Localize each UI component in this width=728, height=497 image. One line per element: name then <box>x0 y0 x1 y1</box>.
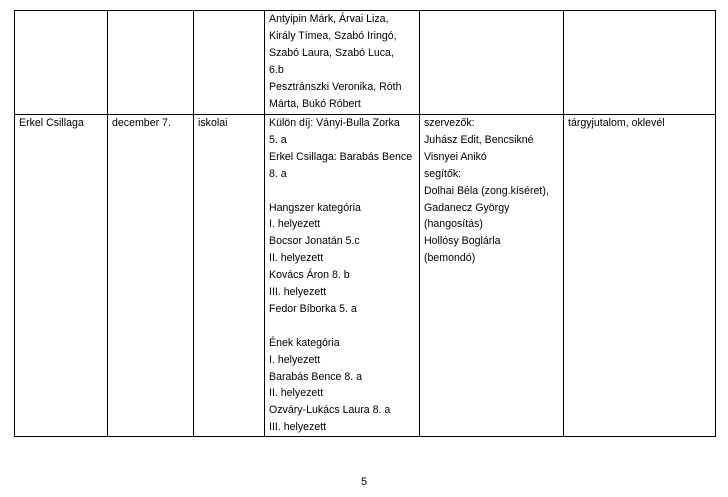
result-line: 8. a <box>269 167 287 180</box>
cell-date <box>108 115 194 437</box>
organizer-line: szervezők: <box>424 117 475 129</box>
cell-prize <box>564 115 716 437</box>
result-line: III. helyezett <box>269 286 327 299</box>
organizer-line: (hangosítás) <box>424 218 483 231</box>
table-row-continued <box>15 11 716 115</box>
cell-date-empty <box>108 11 194 115</box>
result-line: I. helyezett <box>269 218 321 231</box>
prize-text: tárgyjutalom, oklevél <box>568 117 665 129</box>
event-name: Erkel Csillaga <box>19 117 84 129</box>
organizer-line: Dolhai Béla (zong.kíséret), <box>424 184 549 197</box>
result-line: 5. a <box>269 133 287 146</box>
result-line: III. helyezett <box>269 421 327 434</box>
cell-level-empty <box>194 11 265 115</box>
organizer-line: (bemondó) <box>424 252 476 265</box>
blank-line <box>269 183 415 200</box>
organizer-line: Gadanecz György <box>424 201 510 214</box>
table-row-erkel-csillaga <box>15 115 716 437</box>
participants-line: Antyipin Márk, Árvai Liza, <box>269 13 389 25</box>
cell-prize-empty <box>564 11 716 115</box>
cell-participants <box>265 11 420 115</box>
event-date: december 7. <box>112 117 171 129</box>
result-line: II. helyezett <box>269 252 324 265</box>
organizer-line: segítők: <box>424 167 462 180</box>
organizer-line: Juhász Edit, Bencsikné <box>424 133 534 146</box>
result-line: Hangszer kategória <box>269 201 361 214</box>
result-line: Ozváry-Lukács Laura 8. a <box>269 404 391 417</box>
cell-event-empty <box>15 11 108 115</box>
participants-line: Pesztránszki Veronika, Róth <box>269 80 402 93</box>
result-line: Kovács Áron 8. b <box>269 269 350 282</box>
blank-line <box>269 318 415 335</box>
result-line: Erkel Csillaga: Barabás Bence <box>269 150 413 163</box>
cell-organizers-empty <box>420 11 564 115</box>
cell-organizers <box>420 115 564 437</box>
result-line: Fedor Bíborka 5. a <box>269 302 357 315</box>
cell-level <box>194 115 265 437</box>
participants-line: 6.b <box>269 63 284 76</box>
results-table <box>14 10 716 437</box>
result-line: Ének kategória <box>269 336 340 349</box>
result-line: Külön díj: Ványi-Bulla Zorka <box>269 117 400 129</box>
organizer-line: Visnyei Anikó <box>424 150 487 163</box>
participants-line: Márta, Bukó Róbert <box>269 97 361 110</box>
result-line: Barabás Bence 8. a <box>269 370 363 383</box>
cell-event-name <box>15 115 108 437</box>
result-line: II. helyezett <box>269 387 324 400</box>
participants-line: Szabó Laura, Szabó Luca, <box>269 46 394 59</box>
result-line: Bocsor Jonatán 5.c <box>269 235 360 248</box>
cell-results <box>265 115 420 437</box>
participants-line: Király Tímea, Szabó Iringó, <box>269 29 397 42</box>
event-level: iskolai <box>198 117 228 129</box>
result-line: I. helyezett <box>269 353 321 366</box>
organizer-line: Hollósy Boglárla <box>424 235 501 248</box>
page-number: 5 <box>360 476 368 488</box>
